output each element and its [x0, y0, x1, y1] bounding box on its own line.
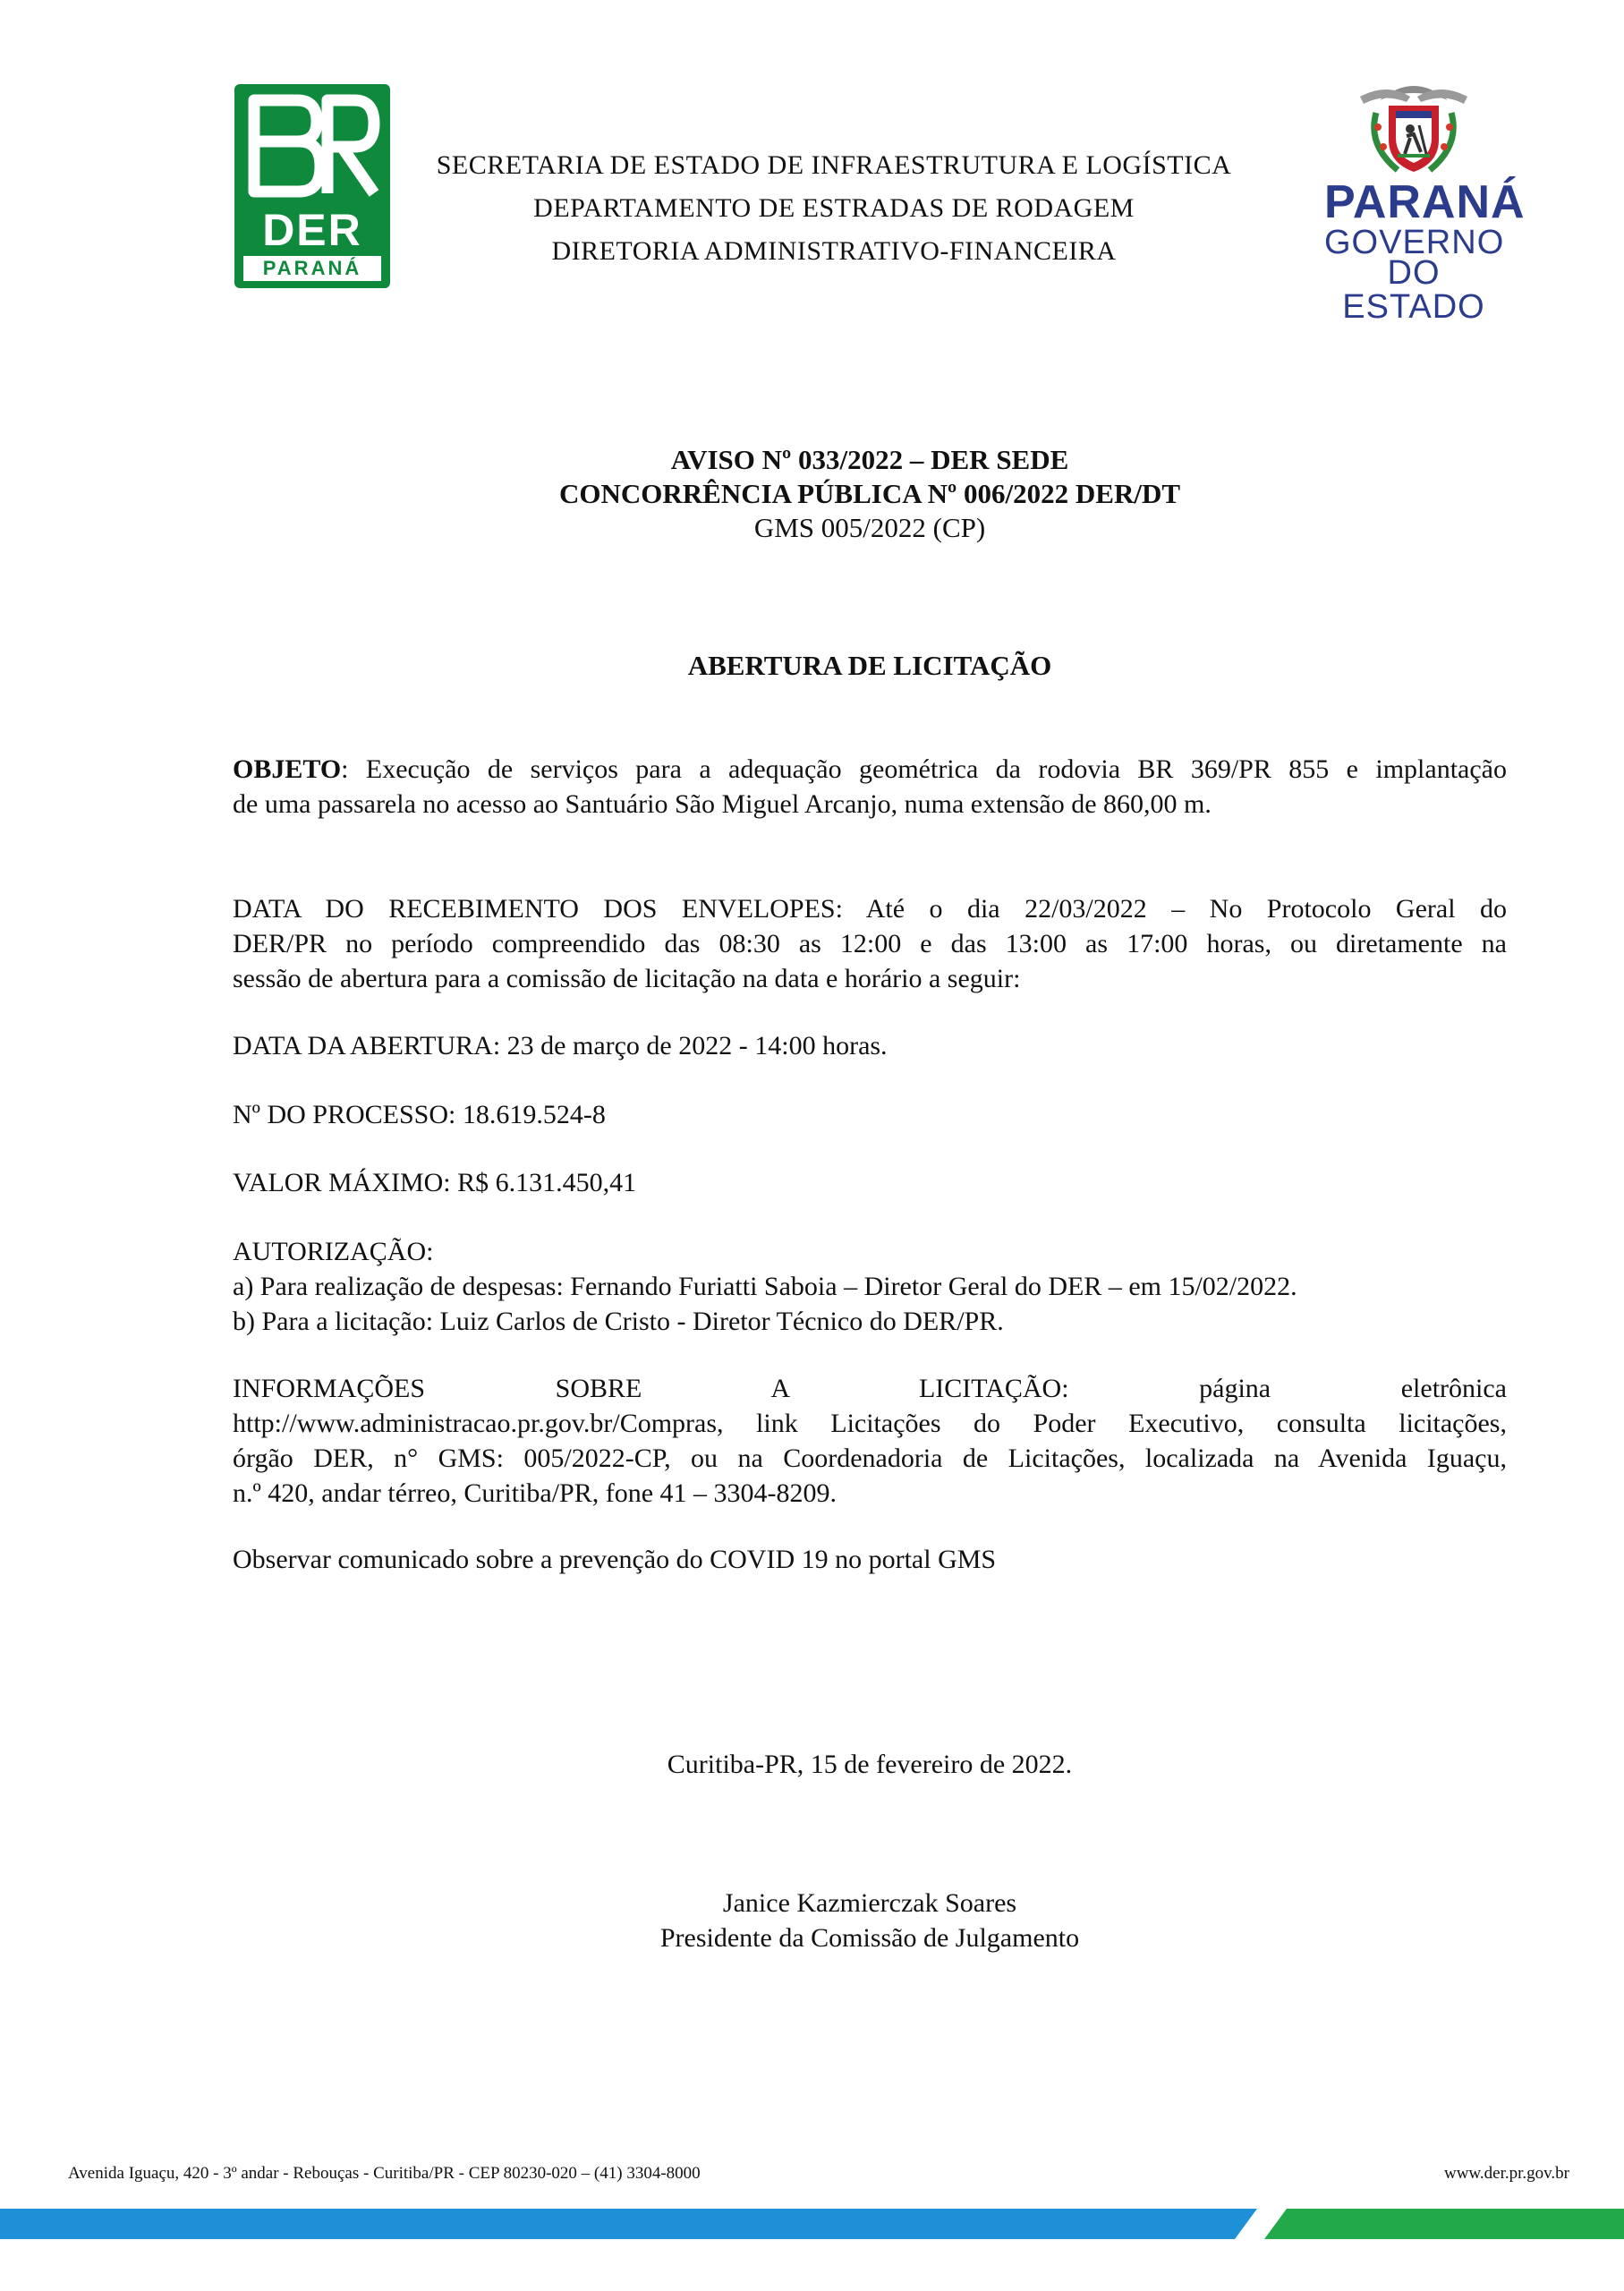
signatory-name: Janice Kazmierczak Soares	[722, 1888, 1017, 1918]
informacoes-line-3: órgão DER, n° GMS: 005/2022-CP, ou na Coordenadoria de Licitações, localizada na Avenida Iguaçu,	[233, 1444, 1507, 1473]
objeto-label: OBJETO	[233, 754, 342, 784]
title-abertura-licitacao: ABERTURA DE LICITAÇÃO	[687, 650, 1052, 681]
numero-processo: Nº DO PROCESSO: 18.619.524-8	[233, 1100, 606, 1129]
footer-bar-green	[1264, 2209, 1624, 2239]
data-abertura: DATA DA ABERTURA: 23 de março de 2022 - 14:00 horas.	[233, 1031, 888, 1060]
covid-notice: Observar comunicado sobre a prevenção do COVID 19 no portal GMS	[233, 1545, 997, 1574]
parana-logo-governo: GOVERNO	[1324, 224, 1505, 261]
footer-address: Avenida Iguaçu, 420 - 3º andar - Rebouças - Curitiba/PR - CEP 80230-020 – (41) 3304-8000	[68, 2164, 701, 2183]
footer-bar-blue	[0, 2209, 1257, 2239]
der-logo	[234, 84, 390, 288]
parana-logo-do-estado: DO ESTADO	[1342, 254, 1485, 326]
title-gms: GMS 005/2022 (CP)	[753, 512, 986, 543]
header-diretoria: DIRETORIA ADMINISTRATIVO-FINANCEIRA	[551, 236, 1117, 266]
recebimento-paragraph	[233, 891, 1507, 996]
header-departamento: DEPARTAMENTO DE ESTRADAS DE RODAGEM	[533, 193, 1135, 223]
recebimento-line-2: DER/PR no período compreendido das 08:30 as 12:00 e das 13:00 as 17:00 horas, ou diretamente na	[233, 929, 1507, 958]
informacoes-line-1: INFORMAÇÕES SOBRE A LICITAÇÃO: página eletrônica	[233, 1374, 1507, 1403]
local-data: Curitiba-PR, 15 de fevereiro de 2022.	[667, 1750, 1073, 1779]
informacoes-line-4: n.º 420, andar térreo, Curitiba/PR, fone 41 – 3304-8209.	[233, 1478, 838, 1508]
recebimento-line-3: sessão de abertura para a comissão de licitação na data e horário a seguir:	[233, 964, 1021, 993]
objeto-paragraph	[233, 752, 1507, 822]
der-logo-word: DER	[262, 205, 362, 255]
parana-coat-of-arms-icon	[1324, 73, 1503, 179]
objeto-line-2: de uma passarela no acesso ao Santuário São Miguel Arcanjo, numa extensão de 860,00 m.	[233, 789, 1212, 819]
footer-color-bar	[0, 2209, 1624, 2239]
autorizacao-item-b: b) Para a licitação: Luiz Carlos de Cristo - Diretor Técnico do DER/PR.	[233, 1307, 1004, 1336]
header-secretaria: SECRETARIA DE ESTADO DE INFRAESTRUTURA E LOGÍSTICA	[436, 150, 1232, 180]
footer-website: www.der.pr.gov.br	[1443, 2164, 1569, 2183]
objeto-line-1: OBJETO: Execução de serviços para a adequação geométrica da rodovia BR 369/PR 855 e implantação	[233, 754, 1507, 784]
title-aviso: AVISO Nº 033/2022 – DER SEDE	[670, 444, 1069, 475]
valor-maximo: VALOR MÁXIMO: R$ 6.131.450,41	[233, 1168, 637, 1197]
recebimento-line-1: DATA DO RECEBIMENTO DOS ENVELOPES: Até o dia 22/03/2022 – No Protocolo Geral do	[233, 894, 1507, 924]
title-concorrencia: CONCORRÊNCIA PÚBLICA Nº 006/2022 DER/DT	[558, 478, 1181, 509]
parana-logo-name: PARANÁ	[1324, 176, 1526, 228]
autorizacao-item-a: a) Para realização de despesas: Fernando Furiatti Saboia – Diretor Geral do DER – em 15/02/2022.	[233, 1272, 1297, 1301]
der-logo-state: PARANÁ	[243, 256, 381, 281]
autorizacao-label: AUTORIZAÇÃO:	[233, 1237, 434, 1266]
autorizacao-block	[233, 1234, 1507, 1339]
signatory-role: Presidente da Comissão de Julgamento	[659, 1923, 1080, 1953]
der-monogram-icon	[234, 84, 390, 209]
informacoes-line-2: http://www.administracao.pr.gov.br/Compras, link Licitações do Poder Executivo, consulta licitações,	[233, 1409, 1507, 1438]
informacoes-paragraph	[233, 1371, 1507, 1511]
parana-governo-logo	[1324, 73, 1526, 326]
